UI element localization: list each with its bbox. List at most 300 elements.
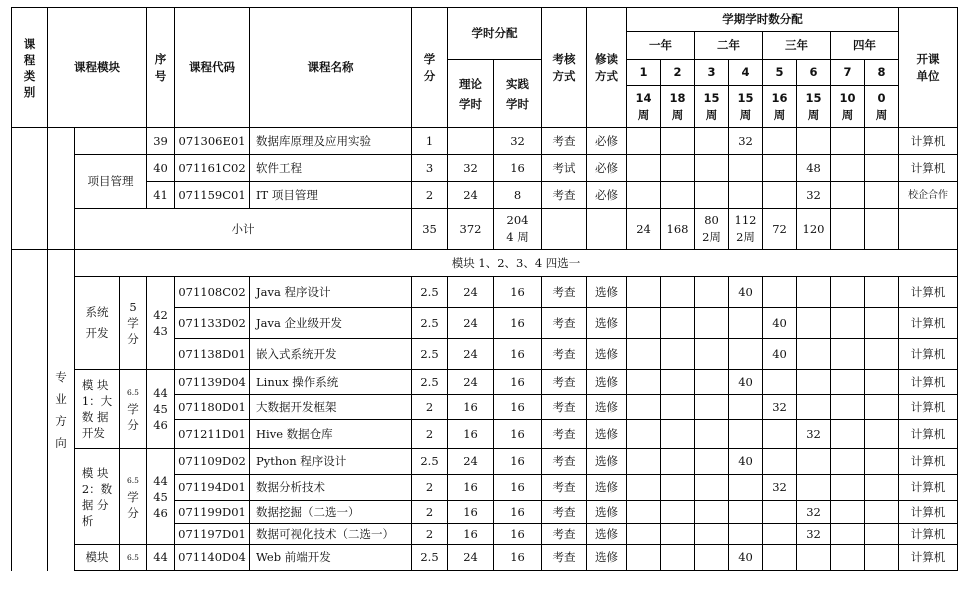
- practice-cell: 16: [494, 370, 542, 395]
- sem-cell: [763, 524, 797, 545]
- exam-cell: 考查: [542, 339, 587, 370]
- credit-cell: 2: [412, 420, 448, 449]
- theory-cell: 24: [448, 277, 494, 308]
- sem-cell: 32: [763, 395, 797, 420]
- practice-cell: 16: [494, 524, 542, 545]
- unit-cell: 计算机: [899, 339, 958, 370]
- subtotal-sem-1: 24: [627, 209, 661, 250]
- practice-cell: 16: [494, 339, 542, 370]
- exam-cell: 考查: [542, 395, 587, 420]
- exam-cell: 考查: [542, 182, 587, 209]
- course-name-cell: Java 程序设计: [250, 277, 412, 308]
- sem-cell: [763, 182, 797, 209]
- sem-cell: [831, 501, 865, 524]
- sem-cell: 32: [797, 420, 831, 449]
- course-name-cell: Web 前端开发: [250, 545, 412, 571]
- module-cell: [75, 128, 147, 155]
- unit-cell: 计算机: [899, 475, 958, 501]
- category-cell: [12, 250, 48, 571]
- unit-cell: 计算机: [899, 370, 958, 395]
- study-cell: 选修: [587, 524, 627, 545]
- sem-cell: [865, 395, 899, 420]
- sem-cell: [831, 370, 865, 395]
- header-unit: 开课单位: [899, 8, 958, 128]
- sem-cell: [865, 128, 899, 155]
- sem-cell: [797, 308, 831, 339]
- study-cell: 选修: [587, 308, 627, 339]
- sem-cell: 40: [729, 370, 763, 395]
- code-cell: 071197D01: [175, 524, 250, 545]
- sem-cell: 32: [763, 475, 797, 501]
- sem-cell: [695, 128, 729, 155]
- sem-cell: [763, 370, 797, 395]
- sem-cell: [865, 155, 899, 182]
- sem-cell: [729, 395, 763, 420]
- subtotal-exam: [542, 209, 587, 250]
- table-row: [12, 545, 958, 571]
- sem-cell: [831, 545, 865, 571]
- course-name-cell: 数据可视化技术（二选一）: [250, 524, 412, 545]
- group-name-cell: 模 块 2：数 据 分 析: [75, 449, 120, 545]
- code-cell: 071180D01: [175, 395, 250, 420]
- sem-cell: [831, 449, 865, 475]
- sem-cell: [865, 182, 899, 209]
- sem-cell: [797, 449, 831, 475]
- theory-cell: 24: [448, 182, 494, 209]
- seq-cell: 40: [147, 155, 175, 182]
- theory-cell: [448, 128, 494, 155]
- header-module: 课程模块: [48, 8, 147, 128]
- subtotal-sem-2: 168: [661, 209, 695, 250]
- sem-cell: [661, 545, 695, 571]
- study-cell: 选修: [587, 420, 627, 449]
- header-theory: 理论学时: [448, 60, 494, 128]
- practice-cell: 16: [494, 420, 542, 449]
- header-practice: 实践学时: [494, 60, 542, 128]
- sem-cell: [695, 308, 729, 339]
- sem-cell: [729, 475, 763, 501]
- sem-cell: 48: [797, 155, 831, 182]
- sem-cell: [831, 395, 865, 420]
- sem-cell: [661, 420, 695, 449]
- sem-cell: [865, 370, 899, 395]
- sem-cell: [627, 420, 661, 449]
- credit-cell: 2: [412, 501, 448, 524]
- header-sem-3: 3: [695, 60, 729, 86]
- theory-cell: 16: [448, 420, 494, 449]
- exam-cell: 考查: [542, 524, 587, 545]
- unit-cell: 计算机: [899, 277, 958, 308]
- study-cell: 必修: [587, 155, 627, 182]
- sem-cell: [831, 524, 865, 545]
- sem-cell: [661, 182, 695, 209]
- sem-cell: 32: [729, 128, 763, 155]
- unit-cell: 计算机: [899, 395, 958, 420]
- unit-cell: 计算机: [899, 524, 958, 545]
- sem-cell: [729, 339, 763, 370]
- module-spacer-cell: [48, 128, 75, 250]
- course-name-cell: 大数据开发框架: [250, 395, 412, 420]
- unit-cell: 计算机: [899, 449, 958, 475]
- sem-cell: [661, 155, 695, 182]
- sem-cell: [831, 155, 865, 182]
- header-weeks-3: 15 周: [695, 86, 729, 128]
- sem-cell: [695, 395, 729, 420]
- subtotal-row: [12, 209, 958, 250]
- sem-cell: [729, 524, 763, 545]
- sem-cell: [627, 277, 661, 308]
- sem-cell: [661, 277, 695, 308]
- sem-cell: [865, 277, 899, 308]
- subtotal-unit: [899, 209, 958, 250]
- header-sem-1: 1: [627, 60, 661, 86]
- table-row: [12, 155, 958, 182]
- group-name-cell: 模 块 1：大 数 据 开发: [75, 370, 120, 449]
- header-sem-7: 7: [831, 60, 865, 86]
- exam-cell: 考查: [542, 449, 587, 475]
- code-cell: 071159C01: [175, 182, 250, 209]
- practice-cell: 32: [494, 128, 542, 155]
- sem-cell: 40: [729, 545, 763, 571]
- sem-cell: [627, 524, 661, 545]
- header-weeks-4: 15 周: [729, 86, 763, 128]
- module-name-cell: 项目管理: [75, 155, 147, 209]
- sem-cell: 32: [797, 182, 831, 209]
- sem-cell: [729, 308, 763, 339]
- sem-cell: [729, 501, 763, 524]
- sem-cell: [763, 155, 797, 182]
- unit-cell: 校企合作: [899, 182, 958, 209]
- sem-cell: [695, 339, 729, 370]
- header-year-3: 三年: [763, 32, 831, 60]
- course-name-cell: Linux 操作系统: [250, 370, 412, 395]
- code-cell: 071161C02: [175, 155, 250, 182]
- sem-cell: [865, 475, 899, 501]
- code-cell: 071194D01: [175, 475, 250, 501]
- sem-cell: [831, 475, 865, 501]
- study-cell: 选修: [587, 475, 627, 501]
- header-weeks-6: 15 周: [797, 86, 831, 128]
- study-cell: 必修: [587, 128, 627, 155]
- header-semester-dist: 学期学时数分配: [627, 8, 899, 32]
- practice-cell: 16: [494, 475, 542, 501]
- theory-cell: 32: [448, 155, 494, 182]
- subtotal-sem-4: 112 2周: [729, 209, 763, 250]
- course-name-cell: IT 项目管理: [250, 182, 412, 209]
- theory-cell: 24: [448, 449, 494, 475]
- group-seq-cell: 44 45 46: [147, 449, 175, 545]
- sem-cell: [865, 339, 899, 370]
- credit-cell: 1: [412, 128, 448, 155]
- practice-cell: 16: [494, 308, 542, 339]
- seq-cell: 39: [147, 128, 175, 155]
- table-row: [12, 277, 958, 308]
- credit-cell: 2.5: [412, 370, 448, 395]
- exam-cell: 考查: [542, 545, 587, 571]
- header-weeks-1: 14 周: [627, 86, 661, 128]
- unit-cell: 计算机: [899, 308, 958, 339]
- sem-cell: [797, 370, 831, 395]
- header-weeks-2: 18 周: [661, 86, 695, 128]
- group-seq-cell: 44 45 46: [147, 370, 175, 449]
- exam-cell: 考查: [542, 277, 587, 308]
- sem-cell: [627, 545, 661, 571]
- code-cell: 071199D01: [175, 501, 250, 524]
- group-name-cell: 模块: [75, 545, 120, 571]
- group-seq-cell: 44: [147, 545, 175, 571]
- credit-cell: 2.5: [412, 449, 448, 475]
- group-seq-cell: 42 43: [147, 277, 175, 370]
- study-cell: 选修: [587, 449, 627, 475]
- sem-cell: [797, 395, 831, 420]
- sem-cell: [661, 308, 695, 339]
- course-name-cell: 数据分析技术: [250, 475, 412, 501]
- exam-cell: 考查: [542, 475, 587, 501]
- sem-cell: [763, 545, 797, 571]
- sem-cell: [661, 501, 695, 524]
- subtotal-practice: 204 4 周: [494, 209, 542, 250]
- sem-cell: [661, 395, 695, 420]
- credit-cell: 2.5: [412, 339, 448, 370]
- sem-cell: [729, 420, 763, 449]
- sem-cell: [661, 524, 695, 545]
- course-name-cell: 软件工程: [250, 155, 412, 182]
- theory-cell: 24: [448, 339, 494, 370]
- header-code: 课程代码: [175, 8, 250, 128]
- exam-cell: 考查: [542, 501, 587, 524]
- sem-cell: [627, 128, 661, 155]
- credit-cell: 2.5: [412, 308, 448, 339]
- exam-cell: 考试: [542, 155, 587, 182]
- credit-cell: 2: [412, 182, 448, 209]
- unit-cell: 计算机: [899, 501, 958, 524]
- sem-cell: [763, 128, 797, 155]
- sem-cell: [865, 420, 899, 449]
- practice-cell: 16: [494, 395, 542, 420]
- subtotal-sem-7: [831, 209, 865, 250]
- sem-cell: [661, 128, 695, 155]
- header-credit: 学分: [412, 8, 448, 128]
- study-cell: 选修: [587, 545, 627, 571]
- code-cell: 071133D02: [175, 308, 250, 339]
- sem-cell: 32: [797, 524, 831, 545]
- header-exam: 考核方式: [542, 8, 587, 128]
- header-hours-dist: 学时分配: [448, 8, 542, 60]
- unit-cell: 计算机: [899, 155, 958, 182]
- study-cell: 选修: [587, 370, 627, 395]
- sem-cell: [831, 339, 865, 370]
- sem-cell: [695, 524, 729, 545]
- credit-cell: 2: [412, 475, 448, 501]
- exam-cell: 考查: [542, 370, 587, 395]
- sem-cell: [627, 370, 661, 395]
- sem-cell: [695, 370, 729, 395]
- sem-cell: [797, 545, 831, 571]
- exam-cell: 考查: [542, 128, 587, 155]
- sem-cell: [661, 475, 695, 501]
- practice-cell: 16: [494, 501, 542, 524]
- subtotal-sem-6: 120: [797, 209, 831, 250]
- sem-cell: [797, 339, 831, 370]
- sem-cell: [661, 449, 695, 475]
- course-name-cell: 嵌入式系统开发: [250, 339, 412, 370]
- study-cell: 选修: [587, 277, 627, 308]
- sem-cell: [865, 524, 899, 545]
- subtotal-sem-8: [865, 209, 899, 250]
- sem-cell: [695, 475, 729, 501]
- curriculum-table-wrapper: [11, 7, 958, 571]
- subtotal-sem-5: 72: [763, 209, 797, 250]
- course-name-cell: Python 程序设计: [250, 449, 412, 475]
- sem-cell: 40: [729, 449, 763, 475]
- header-name: 课程名称: [250, 8, 412, 128]
- sem-cell: [797, 277, 831, 308]
- unit-cell: 计算机: [899, 545, 958, 571]
- sem-cell: [797, 475, 831, 501]
- header-sem-4: 4: [729, 60, 763, 86]
- course-name-cell: Java 企业级开发: [250, 308, 412, 339]
- sem-cell: [627, 501, 661, 524]
- sem-cell: [865, 308, 899, 339]
- sem-cell: [627, 475, 661, 501]
- practice-cell: 16: [494, 545, 542, 571]
- theory-cell: 16: [448, 501, 494, 524]
- header-category: [12, 8, 48, 128]
- sem-cell: [627, 182, 661, 209]
- choice-note-row: [12, 250, 958, 277]
- sem-cell: [763, 449, 797, 475]
- subtotal-label: 小计: [75, 209, 412, 250]
- credit-cell: 2: [412, 524, 448, 545]
- theory-cell: 24: [448, 308, 494, 339]
- header-sem-5: 5: [763, 60, 797, 86]
- theory-cell: 16: [448, 395, 494, 420]
- exam-cell: 考查: [542, 420, 587, 449]
- sem-cell: [695, 545, 729, 571]
- header-study: 修读方式: [587, 8, 627, 128]
- curriculum-table: [11, 7, 958, 571]
- theory-cell: 16: [448, 524, 494, 545]
- sem-cell: [763, 420, 797, 449]
- sem-cell: [865, 449, 899, 475]
- credit-cell: 2.5: [412, 545, 448, 571]
- header-seq: 序号: [147, 8, 175, 128]
- sem-cell: [627, 395, 661, 420]
- subtotal-theory: 372: [448, 209, 494, 250]
- sem-cell: [729, 155, 763, 182]
- seq-cell: 41: [147, 182, 175, 209]
- group-credit-cell: 6.5 学 分: [120, 449, 147, 545]
- choice-note: 模块 1、2、3、4 四选一: [75, 250, 958, 277]
- table-row: [12, 449, 958, 475]
- sem-cell: [695, 155, 729, 182]
- sem-cell: [729, 182, 763, 209]
- code-cell: 071211D01: [175, 420, 250, 449]
- header-weeks-5: 16 周: [763, 86, 797, 128]
- unit-cell: 计算机: [899, 128, 958, 155]
- group-name-cell: 系统开发: [75, 277, 120, 370]
- group-credit-cell: 5 学 分: [120, 277, 147, 370]
- theory-cell: 16: [448, 475, 494, 501]
- subtotal-study: [587, 209, 627, 250]
- study-cell: 选修: [587, 395, 627, 420]
- header-weeks-7: 10 周: [831, 86, 865, 128]
- credit-cell: 2.5: [412, 277, 448, 308]
- sem-cell: [831, 128, 865, 155]
- course-name-cell: 数据挖掘（二选一）: [250, 501, 412, 524]
- sem-cell: [831, 277, 865, 308]
- sem-cell: [865, 501, 899, 524]
- unit-cell: 计算机: [899, 420, 958, 449]
- sem-cell: [627, 449, 661, 475]
- sem-cell: 40: [729, 277, 763, 308]
- sem-cell: [695, 182, 729, 209]
- sem-cell: [695, 277, 729, 308]
- code-cell: 071108C02: [175, 277, 250, 308]
- credit-cell: 2: [412, 395, 448, 420]
- practice-cell: 16: [494, 277, 542, 308]
- header-weeks-8: 0 周: [865, 86, 899, 128]
- code-cell: 071139D04: [175, 370, 250, 395]
- sem-cell: 32: [797, 501, 831, 524]
- credit-cell: 3: [412, 155, 448, 182]
- sem-cell: 40: [763, 339, 797, 370]
- group-credit-cell: 6.5: [120, 545, 147, 571]
- practice-cell: 8: [494, 182, 542, 209]
- header-year-1: 一年: [627, 32, 695, 60]
- sem-cell: [695, 449, 729, 475]
- practice-cell: 16: [494, 155, 542, 182]
- subtotal-sem-3: 80 2周: [695, 209, 729, 250]
- code-cell: 071138D01: [175, 339, 250, 370]
- sem-cell: [627, 339, 661, 370]
- sem-cell: [831, 420, 865, 449]
- sem-cell: [797, 128, 831, 155]
- practice-cell: 16: [494, 449, 542, 475]
- header-sem-2: 2: [661, 60, 695, 86]
- sem-cell: [627, 155, 661, 182]
- direction-cell: 专业方向: [48, 250, 75, 571]
- category-cell: [12, 128, 48, 250]
- table-row: [12, 128, 958, 155]
- study-cell: 选修: [587, 339, 627, 370]
- code-cell: 071140D04: [175, 545, 250, 571]
- study-cell: 选修: [587, 501, 627, 524]
- study-cell: 必修: [587, 182, 627, 209]
- group-credit-cell: 6.5 学 分: [120, 370, 147, 449]
- sem-cell: [763, 501, 797, 524]
- theory-cell: 24: [448, 545, 494, 571]
- header-sem-8: 8: [865, 60, 899, 86]
- table-row: [12, 370, 958, 395]
- sem-cell: [695, 501, 729, 524]
- sem-cell: [695, 420, 729, 449]
- category-label: 课程类别: [23, 36, 36, 99]
- sem-cell: [831, 308, 865, 339]
- code-cell: 071306E01: [175, 128, 250, 155]
- sem-cell: [627, 308, 661, 339]
- header-year-4: 四年: [831, 32, 899, 60]
- course-name-cell: Hive 数据仓库: [250, 420, 412, 449]
- sem-cell: [831, 182, 865, 209]
- sem-cell: [865, 545, 899, 571]
- header-sem-6: 6: [797, 60, 831, 86]
- sem-cell: 40: [763, 308, 797, 339]
- sem-cell: [661, 339, 695, 370]
- sem-cell: [763, 277, 797, 308]
- sem-cell: [661, 370, 695, 395]
- subtotal-credit: 35: [412, 209, 448, 250]
